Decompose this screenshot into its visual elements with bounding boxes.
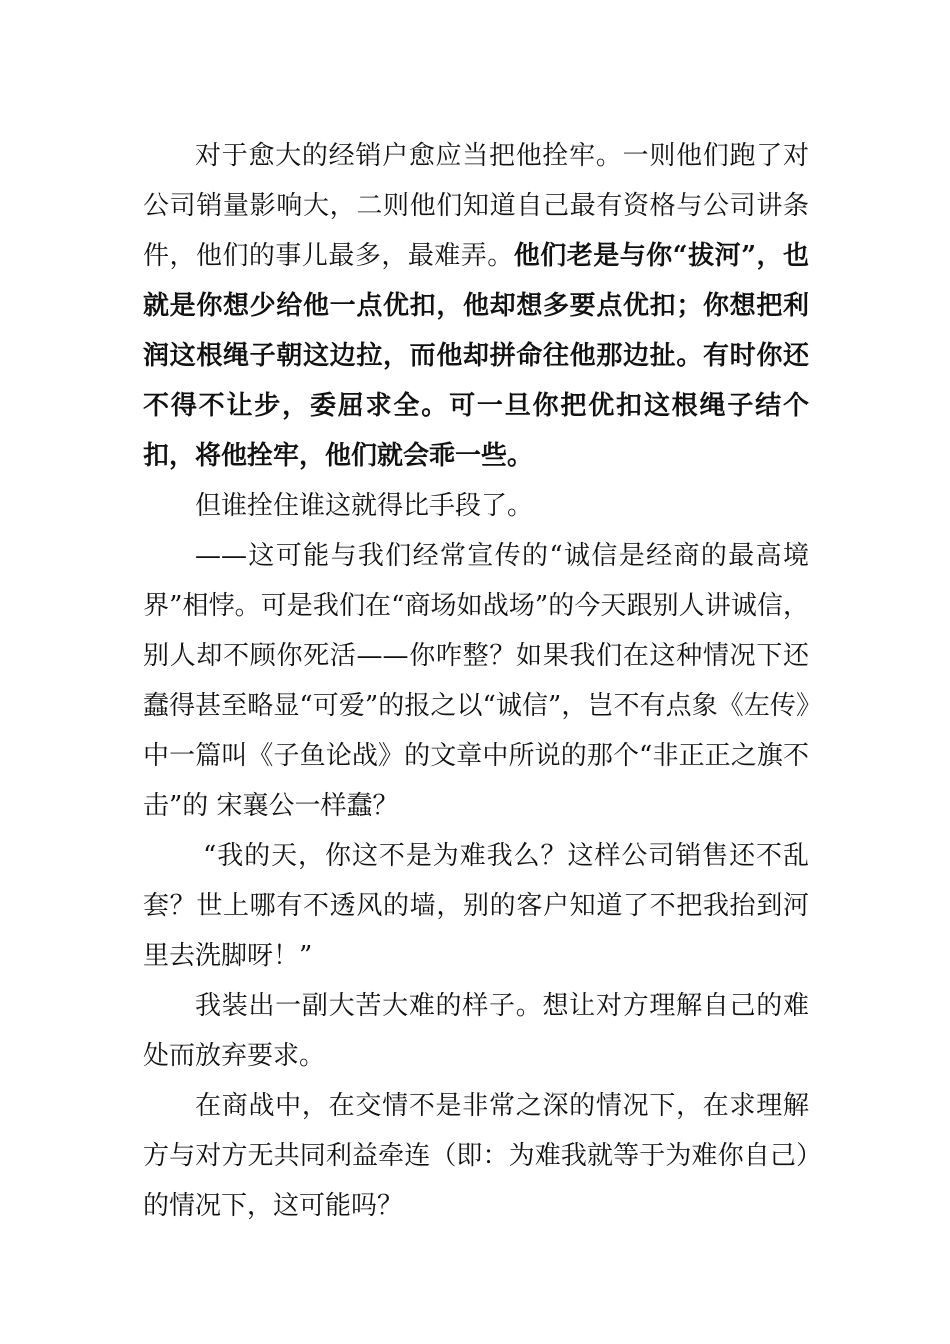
paragraph-3 — [143, 531, 809, 831]
paragraph-4 — [143, 831, 809, 981]
body-text — [143, 131, 809, 1231]
paragraph-5 — [143, 981, 809, 1081]
paragraph-2 — [143, 481, 809, 531]
paragraph-1 — [143, 131, 809, 481]
paragraph-3-text: ——这可能与我们经常宣传的“诚信是经商的最高境界”相悖。可是我们在“商场如战场”的今天跟别人讲诚信，别人却不顾你死活——你咋整？如果我们在这种情况下还蠢得甚至略显“可爱”的报之以“诚信”，岂不有点象《左传》中一篇叫《子鱼论战》的文章中所说的那个“非正正之旗不击”的 宋襄公一样蠢？ — [143, 541, 809, 821]
paragraph-1-plain: 对于愈大的经销户愈应当把他拴牢。一则他们跑了对公司销量影响大，二则他们知道自己最有资格与公司讲条件，他们的事儿最多，最难弄。 — [143, 141, 809, 271]
paragraph-1-bold: 他们老是与你“拔河”，也就是你想少给他一点优扣，他却想多要点优扣；你想把利润这根绳子朝这边拉，而他却拼命往他那边扯。有时你还不得不让步，委屈求全。可一旦你把优扣这根绳子结个扣，将他拴牢，他们就会乖一些。 — [143, 241, 809, 471]
paragraph-6-text: 在商战中，在交情不是非常之深的情况下，在求理解方与对方无共同利益牵连（即：为难我就等于为难你自己）的情况下，这可能吗？ — [143, 1091, 809, 1221]
paragraph-6 — [143, 1081, 809, 1231]
paragraph-2-text: 但谁拴住谁这就得比手段了。 — [195, 491, 534, 521]
paragraph-4-text: “我的天，你这不是为难我么？这样公司销售还不乱套？世上哪有不透风的墙，别的客户知道了不把我抬到河里去洗脚呀！” — [143, 841, 809, 971]
paragraph-5-text: 我装出一副大苦大难的样子。想让对方理解自己的难处而放弃要求。 — [143, 991, 809, 1071]
